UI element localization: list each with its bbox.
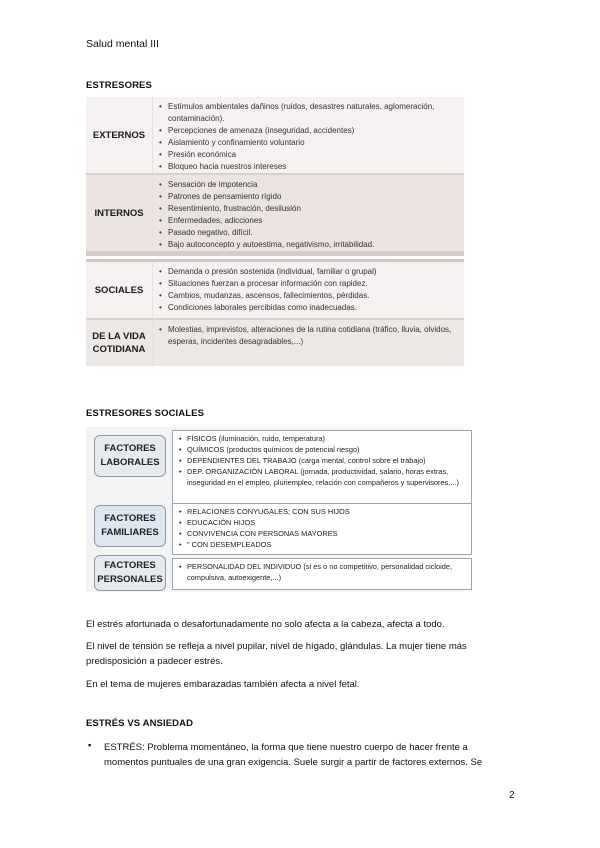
row-label: SOCIALES	[94, 284, 144, 296]
list-item: • DEPENDIENTES DEL TRABAJO (carga mental, control sobre el trabajo)	[179, 455, 465, 466]
row-label: EXTERNOS	[92, 129, 146, 141]
factores-familiares-list	[172, 503, 472, 555]
row-items	[152, 262, 464, 318]
section-title-estresores-sociales: ESTRESORES SOCIALES	[86, 408, 205, 419]
factores-personales-box: FACTORES PERSONALES	[94, 555, 166, 591]
list-item: • Sensación de impotencia	[159, 179, 458, 191]
factores-laborales-list	[172, 430, 472, 504]
list-item: • DEP. ORGANIZACIÓN LABORAL (jornada, productividad, salario, horas extras, inseguridad en el empleo, pluriempleo, relación con compañeros y supervisores,...)	[179, 466, 465, 488]
row-internos	[86, 175, 464, 256]
paragraph: En el tema de mujeres embarazadas también afecta a nivel fetal.	[86, 679, 360, 690]
document-header: Salud mental III	[86, 38, 159, 50]
row-items	[152, 97, 464, 173]
list-item: • Demanda o presión sostenida (individual, familiar o grupal)	[159, 266, 458, 278]
list-item: • Pasado negativo, difícil.	[159, 227, 458, 239]
social-stressors-diagram	[86, 427, 464, 592]
list-item: • Resentimiento, frustración, desilusión	[159, 203, 458, 215]
list-item: • PERSONALIDAD DEL INDIVIDUO (si es o no competitivo, personalidad cicloide, compulsiva, autoexigente,...)	[179, 561, 465, 583]
list-item: • Bloqueo hacia nuestros intereses	[159, 161, 458, 173]
row-items	[152, 320, 464, 366]
list-item: • Bajo autoconcepto y autoestima, negativismo, irritabilidad.	[159, 239, 458, 251]
factores-laborales-box: FACTORES LABORALES	[94, 435, 166, 477]
list-item: • QUÍMICOS (productos químicos de potencial riesgo)	[179, 444, 465, 455]
list-item: • EDUCACIÓN HIJOS	[179, 517, 465, 528]
factores-personales-list	[172, 558, 472, 590]
page-number: 2	[509, 790, 515, 801]
list-item: • Aislamiento y confinamiento voluntario	[159, 137, 458, 149]
list-item: • Molestias, imprevistos, alteraciones de la rutina cotidiana (tráfico, lluvia, olvidos, esperas, incidentes desagradables,...)	[159, 324, 458, 348]
list-item: • FÍSICOS (iluminación, ruido, temperatura)	[179, 433, 465, 444]
row-items	[152, 175, 464, 251]
paragraph: El estrés afortunada o desafortunadamente no solo afecta a la cabeza, afecta a todo.	[86, 619, 445, 630]
row-label: INTERNOS	[94, 207, 144, 219]
bullet-marker: ▪	[88, 740, 92, 751]
list-item: • Percepciones de amenaza (inseguridad, accidentes)	[159, 125, 458, 137]
list-item: • Situaciones fuerzan a procesar información con rapidez.	[159, 278, 458, 290]
list-item: • RELACIONES CONYUGALES; CON SUS HIJOS	[179, 506, 465, 517]
list-item: • Patrones de pensamiento rígido	[159, 191, 458, 203]
list-item: • Presión económica	[159, 149, 458, 161]
row-sociales	[86, 259, 464, 320]
list-item: • " CON DESEMPLEADOS	[179, 539, 465, 550]
list-item: • CONVIVENCIA CON PERSONAS MAYORES	[179, 528, 465, 539]
list-item: • Condiciones laborales percibidas como inadecuadas.	[159, 302, 458, 314]
row-label: DE LA VIDA COTIDIANA	[92, 331, 146, 355]
row-externos	[86, 97, 464, 175]
list-item: • Cambios, mudanzas, ascensos, fallecimientos, pérdidas.	[159, 290, 458, 302]
list-item: • Estímulos ambientales dañinos (ruidos, desastres naturales, aglomeración, contaminación).	[159, 101, 458, 125]
section-title-estresores: ESTRESORES	[86, 80, 152, 91]
row-vida-cotidiana	[86, 320, 464, 366]
bullet-estres: ESTRÉS: Problema momentáneo, la forma que tiene nuestro cuerpo de hacer frente a momentos puntuales de una gran exigencia. Suele surgir a partir de factores externos. Se	[104, 742, 483, 768]
stressors-table	[86, 97, 464, 366]
section-title-estres-vs-ansiedad: ESTRÉS VS ANSIEDAD	[86, 718, 194, 729]
paragraph: El nivel de tensión se refleja a nivel pupilar, nivel de hígado, glándulas. La mujer tiene más predisposición a padecer estrés.	[86, 641, 467, 667]
list-item: • Enfermedades, adicciones	[159, 215, 458, 227]
factores-familiares-box: FACTORES FAMILIARES	[94, 505, 166, 547]
